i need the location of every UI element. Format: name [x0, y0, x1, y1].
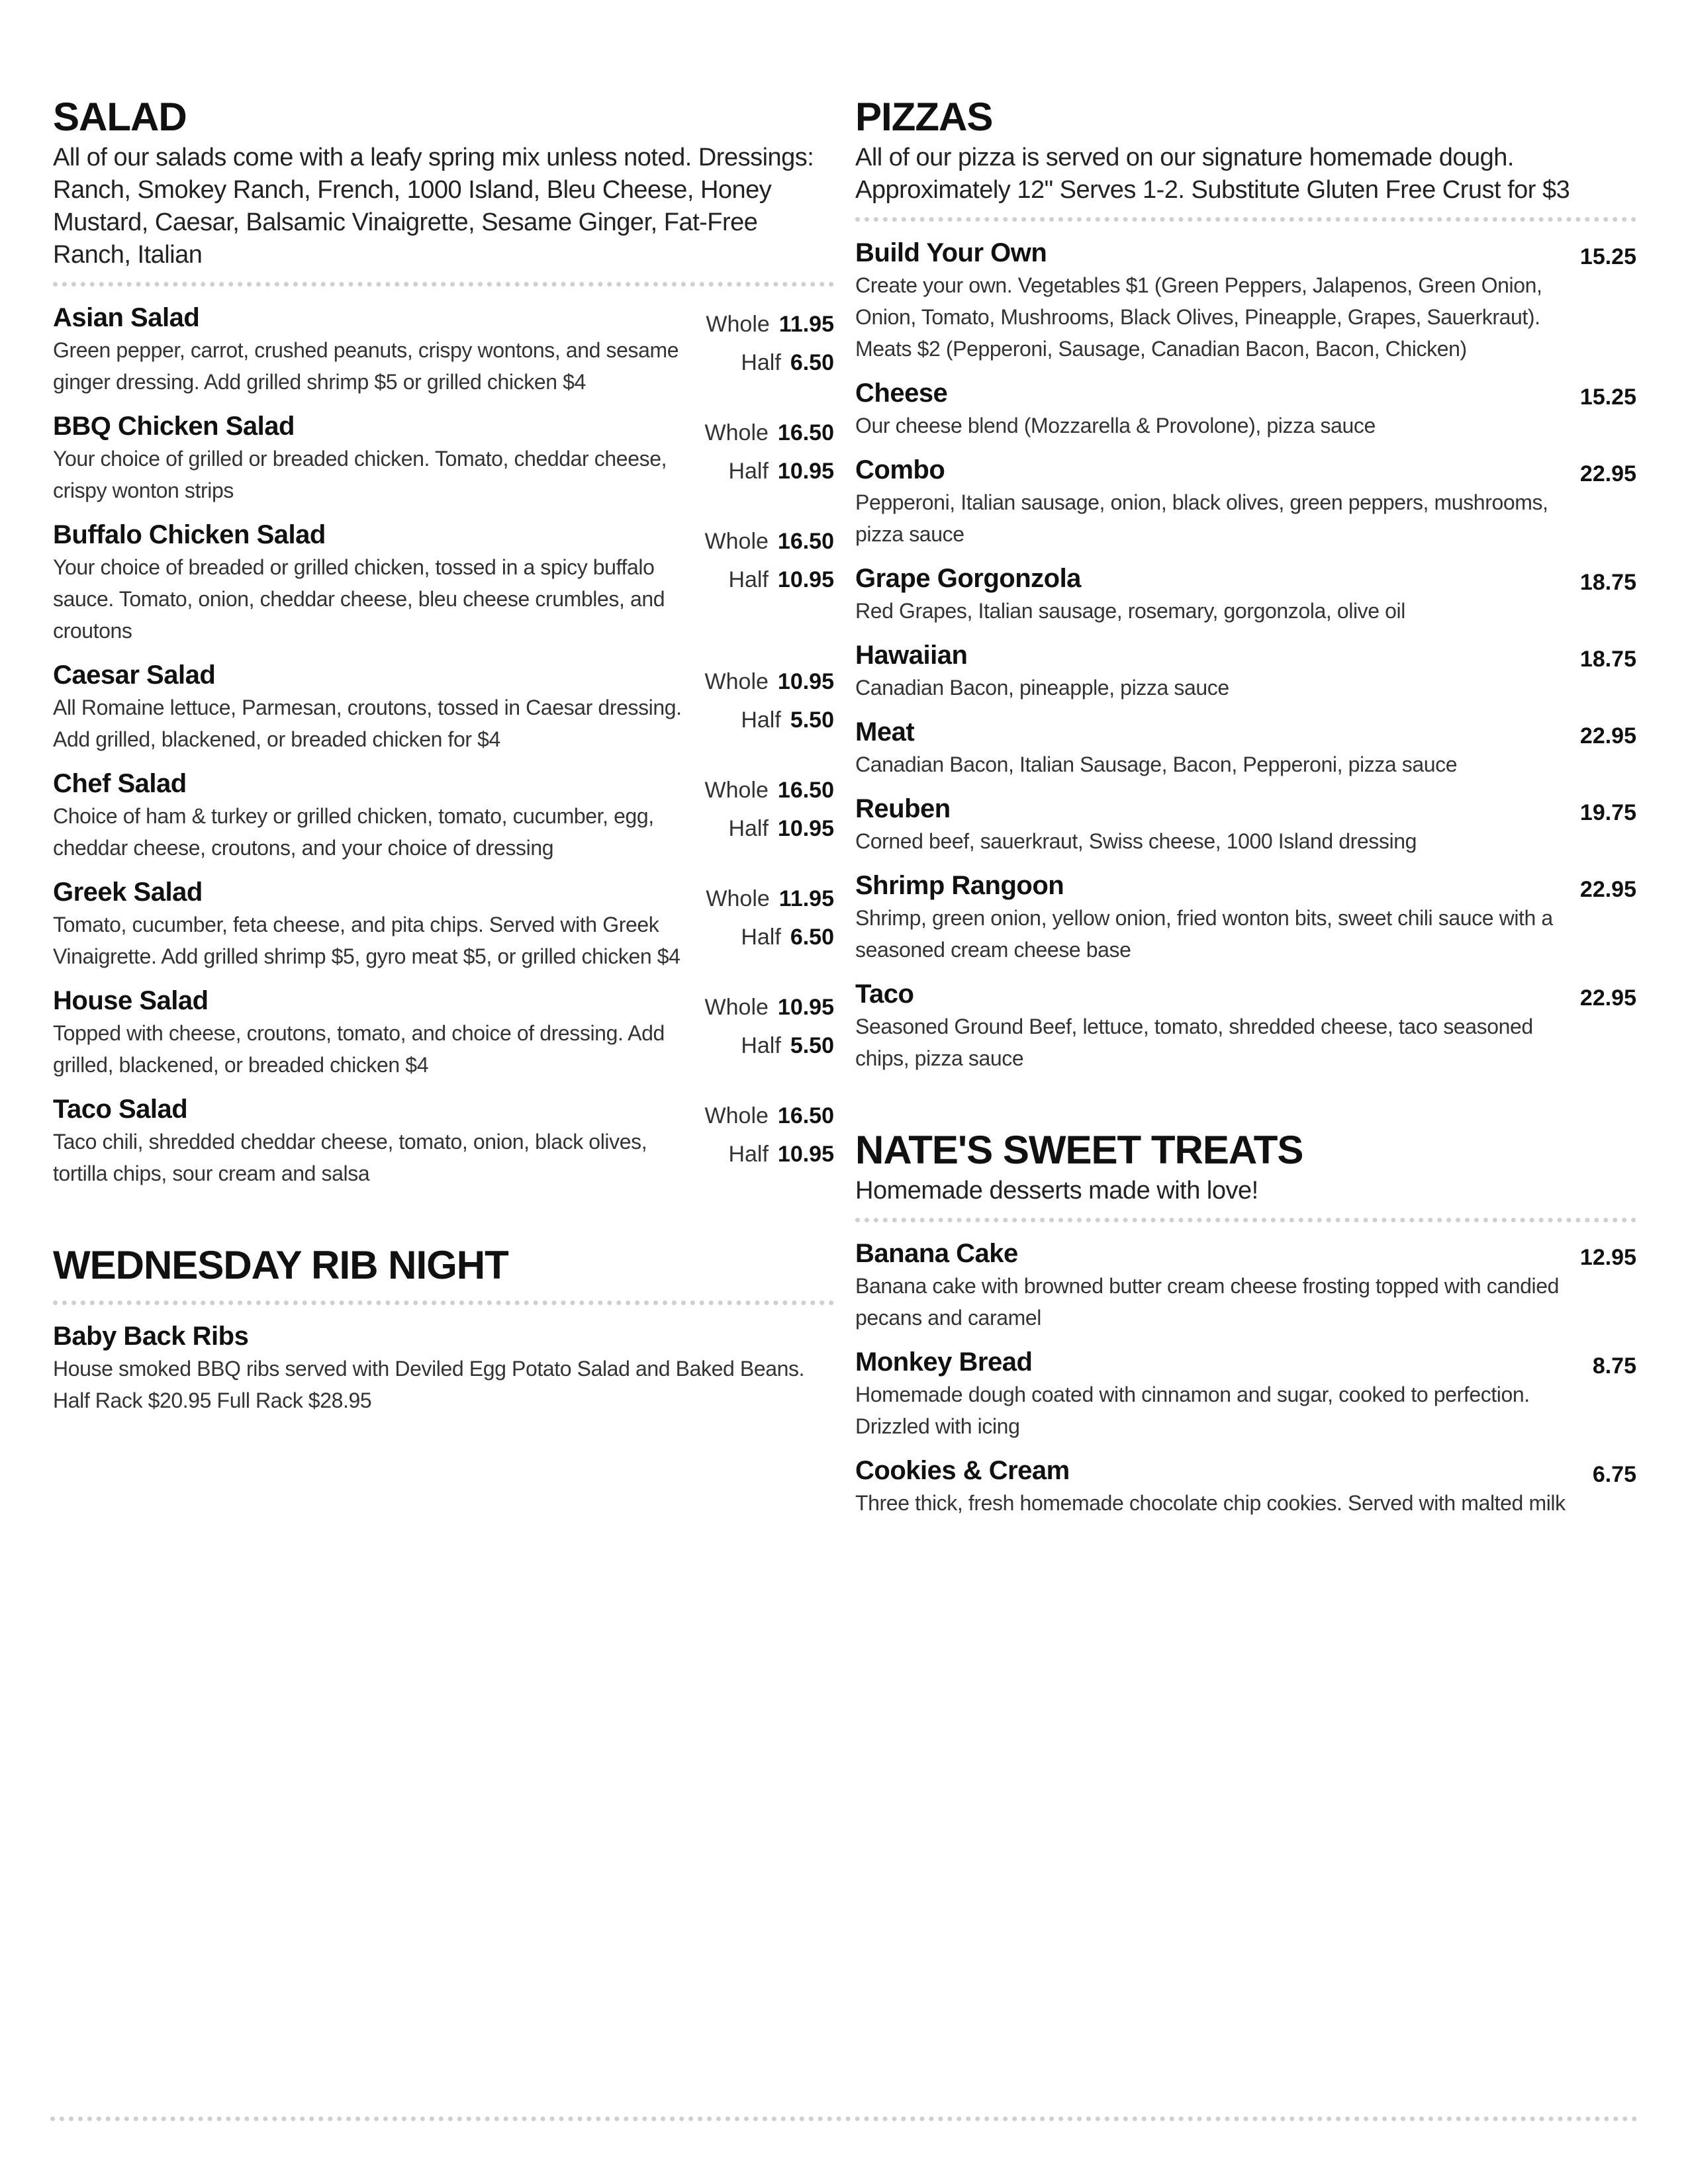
- menu-item: [53, 659, 834, 755]
- item-description: Shrimp, green onion, yellow onion, fried wonton bits, sweet chili sauce with a seasoned cream cheese base: [855, 906, 1553, 962]
- item-name: Monkey Bread: [855, 1347, 1033, 1377]
- item-name: House Salad: [53, 986, 209, 1015]
- item-price: 12.95: [1579, 1245, 1636, 1270]
- menu-item: [53, 410, 834, 506]
- item-price: 18.75: [1579, 570, 1636, 595]
- item-name: Greek Salad: [53, 878, 203, 907]
- half-label: Half: [728, 1142, 769, 1167]
- whole-label: Whole: [706, 312, 770, 337]
- menu-item: [53, 1320, 834, 1416]
- item-price: 19.75: [1579, 800, 1636, 825]
- menu-item: [855, 562, 1636, 627]
- item-description: Red Grapes, Italian sausage, rosemary, gorgonzola, olive oil: [855, 599, 1405, 623]
- menu-item: [855, 453, 1636, 550]
- item-name: Taco Salad: [53, 1095, 188, 1124]
- whole-label: Whole: [704, 669, 769, 694]
- item-price: 15.25: [1579, 244, 1636, 269]
- whole-label: Whole: [706, 886, 770, 911]
- item-description: Canadian Bacon, pineapple, pizza sauce: [855, 676, 1229, 700]
- item-price: 18.75: [1579, 647, 1636, 672]
- item-name: Cookies & Cream: [855, 1456, 1070, 1485]
- menu-item: [855, 1345, 1636, 1442]
- sweets-divider: [855, 1218, 1636, 1222]
- item-description: Homemade dough coated with cinnamon and sugar, cooked to perfection. Drizzled with icing: [855, 1383, 1530, 1438]
- rib-night-title: WEDNESDAY RIB NIGHT: [53, 1243, 508, 1287]
- pizzas-title: PIZZAS: [855, 95, 993, 139]
- right-column: [855, 93, 1636, 1570]
- whole-price: 16.50: [777, 778, 834, 803]
- item-name: Buffalo Chicken Salad: [53, 520, 326, 549]
- item-description: Pepperoni, Italian sausage, onion, black olives, green peppers, mushrooms, pizza sauce: [855, 490, 1548, 546]
- item-name: Cheese: [855, 379, 948, 408]
- item-description: Banana cake with browned butter cream cheese frosting topped with candied pecans and caramel: [855, 1274, 1560, 1330]
- item-description: Tomato, cucumber, feta cheese, and pita chips. Served with Greek Vinaigrette. Add grilled shrimp $5, gyro meat $5, or grilled chicken $4: [53, 913, 680, 968]
- whole-price: 11.95: [778, 886, 834, 911]
- half-label: Half: [741, 1033, 781, 1058]
- half-label: Half: [741, 925, 781, 950]
- menu-item: [53, 984, 834, 1081]
- menu-item: [53, 876, 834, 972]
- menu-item: [855, 715, 1636, 780]
- item-price: 22.95: [1579, 723, 1636, 749]
- item-name: Combo: [855, 455, 945, 484]
- whole-label: Whole: [704, 995, 769, 1020]
- item-description: Three thick, fresh homemade chocolate chip cookies. Served with malted milk: [855, 1491, 1566, 1515]
- item-description: Your choice of grilled or breaded chicken. Tomato, cheddar cheese, crispy wonton strips: [53, 447, 667, 502]
- menu-item: [855, 236, 1636, 365]
- rib-night-section: [53, 1241, 834, 1416]
- half-label: Half: [728, 816, 769, 841]
- item-description: Corned beef, sauerkraut, Swiss cheese, 1000 Island dressing: [855, 829, 1417, 853]
- whole-price: 11.95: [778, 312, 834, 337]
- half-label: Half: [728, 567, 769, 592]
- item-description: Create your own. Vegetables $1 (Green Peppers, Jalapenos, Green Onion, Onion, Tomato, Mushrooms, Black Olives, Pineapple, Grapes, Sauerkraut). Meats $2 (Pepperoni, Sausage, Canadian Bacon, Bacon, Chicken): [855, 273, 1542, 361]
- item-description: All Romaine lettuce, Parmesan, croutons, tossed in Caesar dressing. Add grilled, blackened, or breaded chicken for $4: [53, 696, 682, 751]
- item-description: Taco chili, shredded cheddar cheese, tomato, onion, black olives, tortilla chips, sour cream and salsa: [53, 1130, 647, 1185]
- whole-price: 10.95: [777, 995, 834, 1020]
- pizzas-description: All of our pizza is served on our signature homemade dough. Approximately 12" Serves 1-2. Substitute Gluten Free Crust for $3: [855, 144, 1570, 204]
- item-price: 8.75: [1592, 1353, 1636, 1379]
- item-name: Grape Gorgonzola: [855, 564, 1081, 593]
- menu-item: [53, 767, 834, 864]
- sweets-title: NATE'S SWEET TREATS: [855, 1128, 1303, 1172]
- menu-item: [855, 377, 1636, 441]
- item-price: 22.95: [1579, 461, 1636, 486]
- half-price: 5.50: [790, 707, 834, 733]
- pizzas-divider: [855, 217, 1636, 222]
- whole-label: Whole: [704, 1103, 769, 1128]
- half-price: 5.50: [790, 1033, 834, 1058]
- half-price: 6.50: [790, 925, 834, 950]
- half-price: 10.95: [777, 459, 834, 484]
- item-description: Choice of ham & turkey or grilled chicken, tomato, cucumber, egg, cheddar cheese, croutons, and your choice of dressing: [53, 804, 654, 860]
- salad-title: SALAD: [53, 95, 187, 139]
- salad-description: All of our salads come with a leafy spring mix unless noted. Dressings: Ranch, Smokey Ranch, French, 1000 Island, Bleu Cheese, Honey Mustard, Caesar, Balsamic Vinaigrette, Sesame Ginger, Fat-Free Ranch, Italian: [53, 144, 814, 269]
- menu-item: [53, 518, 834, 647]
- item-name: Reuben: [855, 794, 951, 823]
- item-name: Hawaiian: [855, 641, 968, 670]
- half-price: 10.95: [777, 567, 834, 592]
- item-name: Taco: [855, 979, 914, 1009]
- item-name: Caesar Salad: [53, 660, 216, 690]
- menu-item: [855, 1237, 1636, 1334]
- whole-price: 16.50: [777, 1103, 834, 1128]
- item-description: Canadian Bacon, Italian Sausage, Bacon, Pepperoni, pizza sauce: [855, 752, 1458, 776]
- left-column: [53, 93, 834, 1468]
- half-label: Half: [728, 459, 769, 484]
- item-name: Build Your Own: [855, 238, 1047, 267]
- item-name: Asian Salad: [53, 303, 200, 332]
- item-price: 22.95: [1579, 877, 1636, 902]
- menu-item: [53, 1093, 834, 1189]
- item-name: Banana Cake: [855, 1239, 1018, 1268]
- whole-label: Whole: [704, 778, 769, 803]
- half-label: Half: [741, 707, 781, 733]
- footer-divider: [50, 2116, 1638, 2121]
- half-price: 10.95: [777, 816, 834, 841]
- pizzas-section: [855, 93, 1636, 1074]
- item-price: 15.25: [1579, 385, 1636, 410]
- item-description: Our cheese blend (Mozzarella & Provolone), pizza sauce: [855, 414, 1376, 437]
- item-price: 22.95: [1579, 985, 1636, 1011]
- menu-item: [855, 639, 1636, 704]
- item-description: House smoked BBQ ribs served with Deviled Egg Potato Salad and Baked Beans. Half Rack $20.95 Full Rack $28.95: [53, 1357, 805, 1412]
- item-description: Green pepper, carrot, crushed peanuts, crispy wontons, and sesame ginger dressing. Add grilled shrimp $5 or grilled chicken $4: [53, 338, 679, 394]
- whole-price: 16.50: [777, 529, 834, 554]
- whole-label: Whole: [704, 529, 769, 554]
- menu-item: [855, 869, 1636, 966]
- item-name: BBQ Chicken Salad: [53, 412, 295, 441]
- menu-item: [855, 1454, 1636, 1519]
- item-name: Meat: [855, 717, 915, 747]
- item-name: Chef Salad: [53, 769, 187, 798]
- salad-section: [53, 93, 834, 1189]
- rib-night-divider: [53, 1300, 834, 1305]
- salad-divider: [53, 282, 834, 287]
- item-description: Seasoned Ground Beef, lettuce, tomato, shredded cheese, taco seasoned chips, pizza sauce: [855, 1015, 1533, 1070]
- sweets-section: [855, 1126, 1636, 1519]
- whole-label: Whole: [704, 420, 769, 445]
- half-label: Half: [741, 350, 781, 375]
- item-name: Baby Back Ribs: [53, 1322, 249, 1351]
- item-name: Shrimp Rangoon: [855, 871, 1064, 900]
- menu-item: [855, 978, 1636, 1074]
- sweets-description: Homemade desserts made with love!: [855, 1177, 1258, 1205]
- item-description: Your choice of breaded or grilled chicken, tossed in a spicy buffalo sauce. Tomato, onion, cheddar cheese, bleu cheese crumbles, and croutons: [53, 555, 665, 643]
- menu-item: [53, 301, 834, 398]
- item-description: Topped with cheese, croutons, tomato, and choice of dressing. Add grilled, blackened, or breaded chicken $4: [53, 1021, 665, 1077]
- item-price: 6.75: [1592, 1462, 1636, 1487]
- half-price: 6.50: [790, 350, 834, 375]
- whole-price: 16.50: [777, 420, 834, 445]
- menu-item: [855, 792, 1636, 857]
- half-price: 10.95: [777, 1142, 834, 1167]
- whole-price: 10.95: [777, 669, 834, 694]
